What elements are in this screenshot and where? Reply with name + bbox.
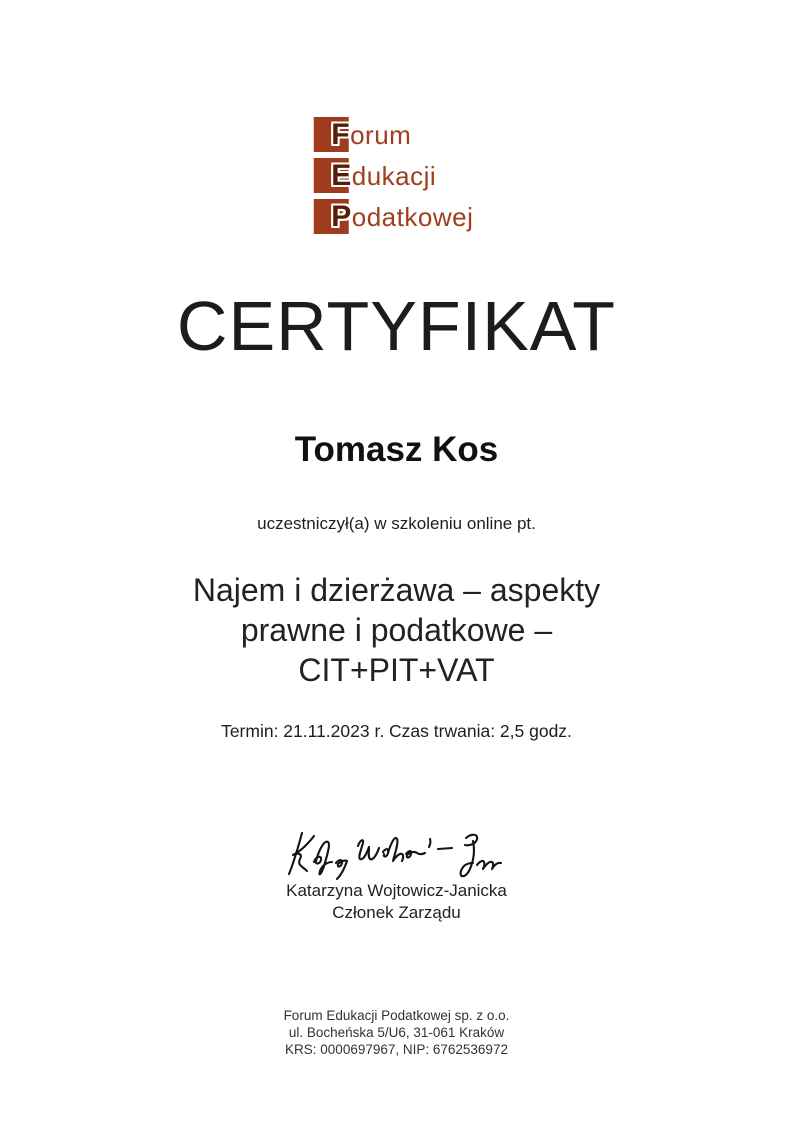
logo-row-podatkowej xyxy=(313,199,473,234)
logo-word-rest: orum xyxy=(350,119,412,150)
logo-word-rest: dukacji xyxy=(351,160,437,191)
course-title-line-2: prawne i podatkowe – xyxy=(240,612,553,648)
footer-address: ul. Bocheńska 5/U6, 31-061 Kraków xyxy=(288,1025,505,1040)
logo-initial-p: P xyxy=(331,199,352,233)
signer-role: Członek Zarządu xyxy=(332,903,461,922)
logo-word-podatkowej xyxy=(331,199,473,235)
course-title-line-1: Najem i dzierżawa – aspekty xyxy=(192,572,601,608)
company-logo xyxy=(313,117,473,234)
signer-info xyxy=(0,880,793,924)
signer-name: Katarzyna Wojtowicz-Janicka xyxy=(286,881,507,900)
recipient-name: Tomasz Kos xyxy=(294,430,499,469)
footer-company-name: Forum Edukacji Podatkowej sp. z o.o. xyxy=(283,1008,510,1023)
course-title xyxy=(0,570,793,690)
participation-text: uczestniczył(a) w szkoleniu online pt. xyxy=(257,514,536,533)
signature-image xyxy=(284,826,510,880)
logo-row-forum xyxy=(313,117,473,152)
course-title-line-3: CIT+PIT+VAT xyxy=(298,652,495,688)
certificate-title: CERTYFIKAT xyxy=(176,287,617,365)
logo-row-edukacji xyxy=(313,158,473,193)
signature-block xyxy=(0,826,793,885)
logo-initial-f: F xyxy=(331,117,351,151)
logo-initial-e: E xyxy=(331,158,352,192)
course-details: Termin: 21.11.2023 r. Czas trwania: 2,5 godz. xyxy=(221,721,572,741)
company-footer xyxy=(0,1007,793,1058)
logo-word-edukacji xyxy=(331,158,436,194)
footer-registration: KRS: 0000697967, NIP: 6762536972 xyxy=(285,1042,508,1057)
logo-word-rest: odatkowej xyxy=(351,201,474,232)
logo-word-forum xyxy=(331,117,411,153)
